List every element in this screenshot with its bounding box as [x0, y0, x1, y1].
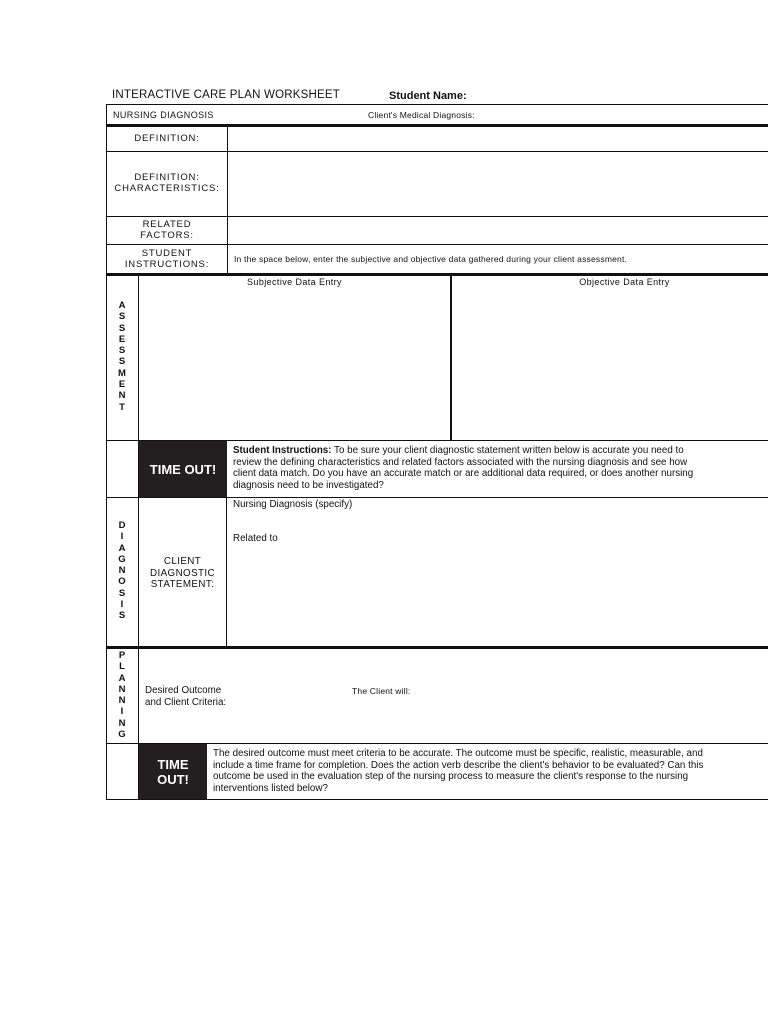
timeout2-instructions	[213, 748, 703, 794]
table-left-border	[106, 104, 107, 800]
planning-side-label: P L A N N I N G	[118, 650, 126, 741]
timeout2-line4: interventions listed below?	[213, 782, 328, 794]
client-diagnostic-label-line2: DIAGNOSTIC	[150, 567, 215, 579]
client-diagnostic-label-line1: CLIENT	[163, 556, 202, 567]
timeout2-line2: include a time frame for completion. Does the action verb describe the client's behavior to be evaluated? Can this	[213, 759, 704, 771]
rule-after-diagnosis	[106, 646, 768, 649]
table-bottom-border	[106, 799, 768, 800]
characteristics-label-line1: DEFINITION:	[134, 172, 200, 183]
student-name-label: Student Name:	[389, 90, 467, 102]
side-letter-column-divider	[138, 276, 139, 800]
related-factors-label-line1: RELATED	[142, 219, 192, 230]
time-out-2-line1: TIME	[157, 756, 189, 772]
timeout2-line3: outcome be used in the evaluation step of the nursing process to measure the client's response to the nursing	[213, 771, 689, 783]
timeout1-bold-lead: Student Instructions:	[233, 445, 332, 456]
time-out-badge-1: TIME OUT!	[139, 441, 227, 497]
timeout1-instructions	[233, 445, 693, 491]
client-will-label: The Client will:	[352, 686, 411, 696]
subjective-objective-divider	[450, 276, 452, 441]
related-factors-label-line2: FACTORS:	[140, 230, 194, 241]
student-instructions-label-line1: STUDENT	[141, 248, 193, 259]
rule-after-student-instructions	[106, 273, 768, 276]
timeout2-line1: The desired outcome must meet criteria to be accurate. The outcome must be specific, realistic, measurable, and	[213, 748, 703, 759]
objective-data-field[interactable]	[453, 290, 768, 439]
related-factors-field[interactable]	[228, 217, 768, 244]
student-instructions-text: In the space below, enter the subjective and objective data gathered during your client assessment.	[234, 254, 628, 264]
medical-diagnosis-label: Client's Medical Diagnosis:	[368, 110, 475, 120]
characteristics-label-line2: CHARACTERISTICS:	[114, 183, 220, 194]
rule-after-timeout1	[106, 497, 768, 498]
table-top-border	[106, 104, 768, 105]
desired-outcome-field[interactable]	[420, 650, 768, 742]
time-out-badge-2	[139, 744, 207, 799]
student-instructions-label-line2: INSTRUCTIONS:	[124, 259, 210, 270]
assessment-side-label: A S S E S S M E N T	[118, 300, 126, 413]
diagnostic-statement-field[interactable]	[228, 512, 768, 644]
desired-outcome-label-line1: Desired Outcome	[145, 685, 222, 696]
rule-after-related	[106, 244, 768, 245]
subjective-data-header: Subjective Data Entry	[247, 277, 342, 287]
timeout1-line3: client data match. Do you have an accurate match or are additional data required, or does another nursing	[233, 468, 694, 480]
timeout1-line1: To be sure your client diagnostic statement written below is accurate you need to	[331, 445, 684, 456]
timeout1-line2: review the defining characteristics and related factors associated with the nursing diagnosis and see how	[233, 456, 688, 468]
objective-data-header: Objective Data Entry	[579, 277, 670, 287]
related-to-text: Related to	[233, 533, 278, 544]
time-out-2-line2: OUT!	[157, 771, 189, 787]
nursing-diagnosis-label: NURSING DIAGNOSIS	[113, 110, 214, 120]
characteristics-field[interactable]	[228, 152, 768, 216]
definition-label: DEFINITION:	[134, 133, 200, 144]
diagnosis-side-label: D I A G N O S I S	[118, 520, 126, 622]
client-diagnostic-label-line3: STATEMENT:	[150, 579, 215, 590]
nursing-diagnosis-specify: Nursing Diagnosis (specify)	[233, 499, 353, 510]
worksheet-title: INTERACTIVE CARE PLAN WORKSHEET	[112, 89, 340, 101]
desired-outcome-label-line2: and Client Criteria:	[145, 696, 227, 708]
definition-field[interactable]	[228, 127, 768, 151]
timeout1-line4: diagnosis need to be investigated?	[233, 479, 384, 491]
subjective-data-field[interactable]	[140, 290, 449, 439]
